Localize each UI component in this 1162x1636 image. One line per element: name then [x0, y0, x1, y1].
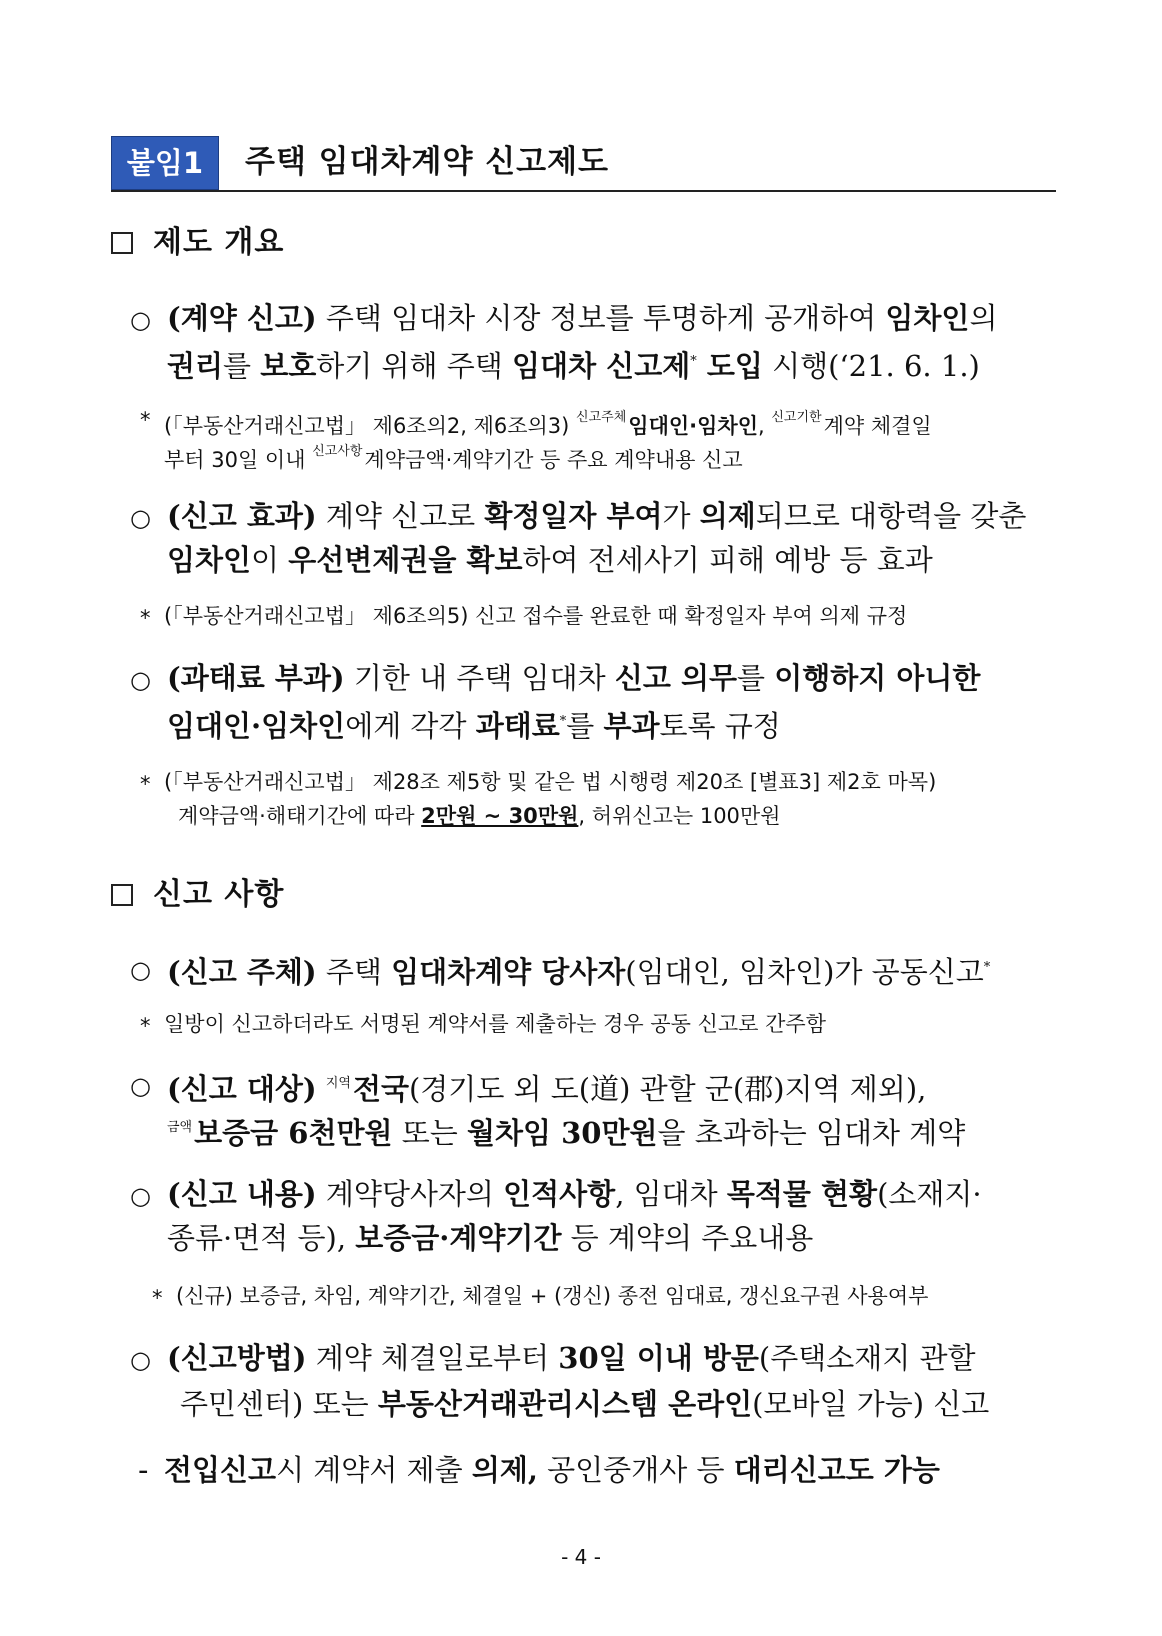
- section-title: 제도 개요: [153, 225, 285, 260]
- footnote-star-icon: *: [152, 1286, 163, 1310]
- bullet-line: 임차인이 우선변제권을 확보하여 전세사기 피해 예방 등 효과: [167, 543, 933, 577]
- section-title: 신고 사항: [153, 877, 285, 912]
- checkbox-square-icon: [111, 884, 133, 906]
- footnote-line: 일방이 신고하더라도 서명된 계약서를 제출하는 경우 공동 신고로 간주함: [164, 1012, 826, 1036]
- footnote-line: 부터 30일 이내 $^{신고사항}$계약금액·계약기간 등 주요 계약내용 신고: [164, 444, 743, 472]
- bullet-line: 임대인·임차인에게 각각 과태료*를 부과토록 규정: [167, 709, 781, 743]
- bullet-line: (신고 주체) 주택 임대차계약 당사자(임대인, 임차인)가 공동신고*: [167, 955, 991, 989]
- circle-bullet-icon: ○: [130, 1072, 151, 1100]
- bullet-line: (신고 대상) $^{지역}$전국(경기도 외 도(道) 관할 군(郡)지역 제외),: [167, 1072, 927, 1106]
- page-number: - 4 -: [561, 1545, 601, 1569]
- footnote-line: (「부동산거래신고법」 제6조의2, 제6조의3) $^{신고주체}$임대인·임차인, $^{신고기한}$계약 체결일: [164, 410, 932, 438]
- document-title: 주택 임대차계약 신고제도: [245, 144, 609, 180]
- bullet-line: 종류·면적 등), 보증금·계약기간 등 계약의 주요내용: [167, 1221, 814, 1255]
- attachment-header: [111, 136, 1056, 192]
- checkbox-square-icon: [111, 232, 133, 254]
- bullet-line: (계약 신고) 주택 임대차 시장 정보를 투명하게 공개하여 임차인의: [167, 301, 998, 335]
- footnote-line: (신규) 보증금, 차임, 계약기간, 체결일 + (갱신) 종전 임대료, 갱신요구권 사용여부: [176, 1284, 929, 1308]
- dash-bullet-icon: -: [138, 1453, 149, 1487]
- bullet-line: (신고 내용) 계약당사자의 인적사항, 임대차 목적물 현황(소재지·: [167, 1177, 982, 1211]
- footnote-star-icon: *: [140, 408, 151, 432]
- bullet-line: 권리를 보호하기 위해 주택 임대차 신고제* 도입 시행(‘21. 6. 1.): [167, 349, 980, 383]
- circle-bullet-icon: ○: [130, 1182, 151, 1210]
- attachment-badge: 붙임1: [111, 136, 219, 190]
- circle-bullet-icon: ○: [130, 1346, 151, 1374]
- footnote-star-icon: *: [140, 606, 151, 630]
- bullet-line: 주민센터) 또는 부동산거래관리시스템 온라인(모바일 가능) 신고: [180, 1387, 990, 1421]
- circle-bullet-icon: ○: [130, 956, 151, 984]
- circle-bullet-icon: ○: [130, 504, 151, 532]
- footnote-line: 계약금액·해태기간에 따라 2만원 ~ 30만원, 허위신고는 100만원: [178, 804, 781, 828]
- bullet-line: $^{금액}$보증금 6천만원 또는 월차임 30만원을 초과하는 임대차 계약: [167, 1116, 966, 1150]
- bullet-line: (신고방법) 계약 체결일로부터 30일 이내 방문(주택소재지 관할: [167, 1341, 976, 1375]
- bullet-line: (과태료 부과) 기한 내 주택 임대차 신고 의무를 이행하지 아니한: [167, 661, 981, 695]
- circle-bullet-icon: ○: [130, 666, 151, 694]
- bullet-line: (신고 효과) 계약 신고로 확정일자 부여가 의제되므로 대항력을 갖춘: [167, 499, 1027, 533]
- footnote-star-icon: *: [140, 1014, 151, 1038]
- dash-line: 전입신고시 계약서 제출 의제, 공인중개사 등 대리신고도 가능: [164, 1453, 940, 1487]
- circle-bullet-icon: ○: [130, 306, 151, 334]
- footnote-line: (「부동산거래신고법」 제6조의5) 신고 접수를 완료한 때 확정일자 부여 의제 규정: [164, 604, 908, 628]
- footnote-star-icon: *: [140, 772, 151, 796]
- footnote-line: (「부동산거래신고법」 제28조 제5항 및 같은 법 시행령 제20조 [별표3] 제2호 마목): [164, 770, 937, 794]
